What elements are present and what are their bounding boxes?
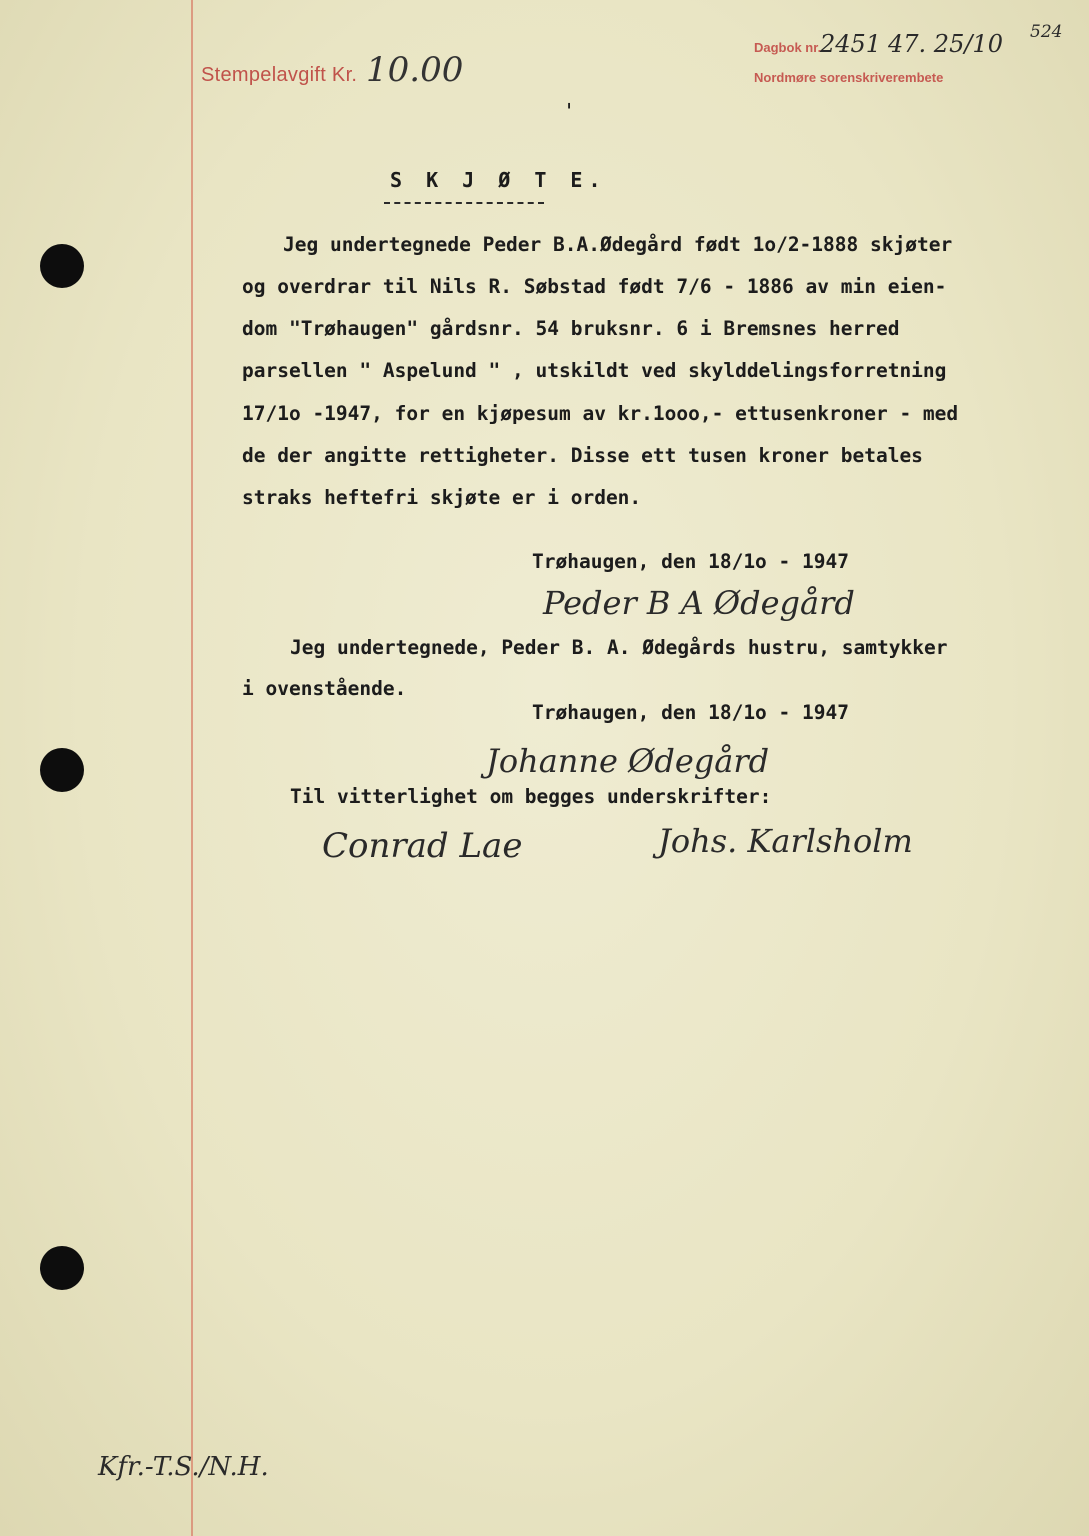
paragraph-line: de der angitte rettigheter. Disse ett tusen kroner betales	[242, 444, 923, 467]
margin-rule	[191, 0, 193, 1536]
paragraph-line: parsellen " Aspelund " , utskildt ved skylddelingsforretning	[242, 359, 947, 382]
punch-hole-top	[40, 244, 84, 288]
consent-line: i ovenstående.	[242, 677, 407, 700]
stamp-fee-amount: 10.00	[366, 50, 464, 90]
punch-hole-bottom	[40, 1246, 84, 1290]
document-title: S K J Ø T E.	[390, 168, 607, 192]
stamp-fee-label: Stempelavgift Kr.	[201, 64, 358, 86]
signature-seller: Peder B A Ødegård	[543, 584, 855, 622]
signature-witness-1: Conrad Lae	[322, 826, 523, 866]
place-date: Trøhaugen, den 18/1o - 1947	[532, 701, 849, 724]
witness-line: Til vitterlighet om begges underskrifter:	[290, 785, 772, 808]
signature-spouse: Johanne Ødegård	[486, 742, 770, 780]
register-year-date: 47. 25/10	[888, 30, 1003, 58]
paragraph-line: dom "Trøhaugen" gårdsnr. 54 bruksnr. 6 i Bremsnes herred	[242, 317, 900, 340]
place-date: Trøhaugen, den 18/1o - 1947	[532, 550, 849, 573]
register-number: 2451	[820, 30, 882, 58]
paragraph-line: straks heftefri skjøte er i orden.	[242, 486, 642, 509]
register-page: 524	[1030, 22, 1063, 42]
title-underline	[384, 202, 544, 204]
ink-mark: ˌ	[566, 88, 573, 112]
paragraph-line: 17/1o -1947, for en kjøpesum av kr.1ooo,- ettusenkroner - med	[242, 402, 959, 425]
signature-witness-2: Johs. Karlsholm	[658, 822, 913, 860]
consent-line: Jeg undertegnede, Peder B. A. Ødegårds hustru, samtykker	[290, 636, 948, 659]
paragraph-line: og overdrar til Nils R. Søbstad født 7/6 - 1886 av min eien-	[242, 275, 947, 298]
register-label: Dagbok nr.	[754, 40, 822, 55]
register-office: Nordmøre sorenskriverembete	[754, 70, 944, 85]
paragraph-line: Jeg undertegnede Peder B.A.Ødegård født 1o/2-1888 skjøter	[283, 233, 953, 256]
footer-note: Kfr.-T.S./N.H.	[98, 1452, 269, 1482]
punch-hole-middle	[40, 748, 84, 792]
